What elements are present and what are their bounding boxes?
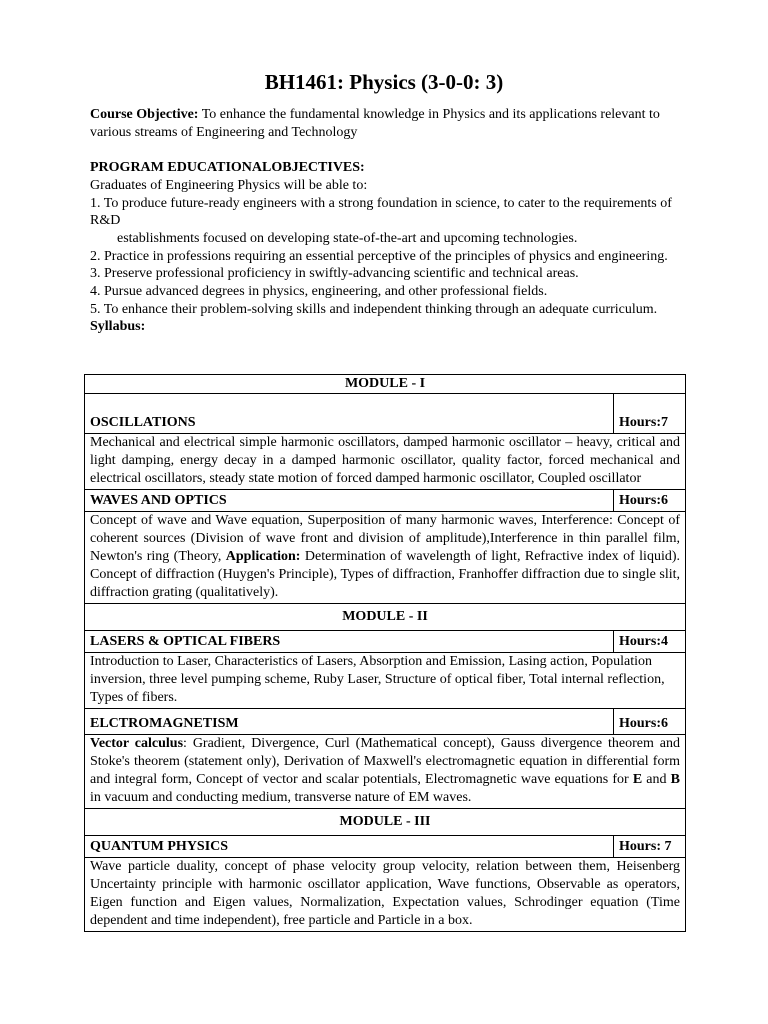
course-objective — [90, 106, 690, 141]
spacer — [90, 141, 690, 159]
peo-heading — [90, 159, 690, 177]
module-row — [85, 604, 686, 631]
peo-item-5: 5. To enhance their problem-solving skills and independent thinking through an adequate curriculum. — [90, 301, 658, 317]
topic-hours-waves: Hours:6 — [614, 490, 686, 512]
desc-bold-text: Vector calculus — [90, 736, 184, 751]
topic-description-row — [85, 735, 686, 809]
intro-section — [90, 106, 690, 336]
topic-title-lasers: LASERS & OPTICAL FIBERS — [85, 631, 614, 653]
topic-description-row — [85, 858, 686, 932]
syllabus-label-text: Syllabus: — [90, 319, 146, 335]
topic-desc-waves — [85, 512, 686, 604]
peo-item-3: 3. Preserve professional proficiency in swiftly-advancing scientific and technical areas. — [90, 266, 579, 282]
peo-item-1: 1. To produce future-ready engineers with a strong foundation in science, to cater to the requirements of R&D — [90, 195, 672, 229]
topic-desc-lasers: Introduction to Laser, Characteristics of Lasers, Absorption and Emission, Lasing action, Population inversion, three level pumping scheme, Ruby Laser, Structure of optical fiber, Total internal reflection, Types of fibers. — [85, 653, 686, 709]
desc-bold-text: E — [632, 772, 643, 787]
topic-title-waves: WAVES AND OPTICS — [85, 490, 614, 512]
desc-text: : Gradient, Divergence, Curl (Mathematical concept), Gauss divergence theorem and Stoke's theorem (statement only), Derivation of Maxwell's electromagnetic equation in differential form and integral form, Concept of vector and scalar potentials, Electromagnetic wave equations for — [90, 736, 680, 787]
syllabus-label — [90, 318, 690, 336]
topic-title-quantum: QUANTUM PHYSICS — [85, 836, 614, 858]
desc-text: Concept of wave and Wave equation, Superposition of many harmonic waves, Interference: Concept of coherent sources (Division of wave front and division of amplitude),Interference in thin parallel film, Newton's ring (Theory, — [90, 513, 680, 564]
peo-intro: Graduates of Engineering Physics will be able to: — [90, 177, 368, 193]
desc-text: in vacuum and conducting medium, transverse nature of EM waves. — [90, 790, 472, 805]
topic-hours-oscillations: Hours:7 — [614, 394, 686, 434]
module-heading-1: MODULE - I — [85, 375, 686, 394]
topic-description-row — [85, 653, 686, 709]
topic-desc-oscillations: Mechanical and electrical simple harmonic oscillators, damped harmonic oscillator – heavy, critical and light damping, energy decay in a damped harmonic oscillator, quality factor, forced mechanical and electrical oscillators, steady state motion of forced damped harmonic oscillator, Coupled oscillator — [85, 434, 686, 490]
topic-desc-em — [85, 735, 686, 809]
peo-item-2: 2. Practice in professions requiring an essential perceptive of the principles of physics and engineering. — [90, 248, 668, 264]
topic-row — [85, 709, 686, 735]
topic-description-row — [85, 512, 686, 604]
topic-row — [85, 490, 686, 512]
peo-heading-text: PROGRAM EDUCATIONALOBJECTIVES: — [90, 160, 365, 176]
module-heading-2: MODULE - II — [85, 604, 686, 631]
peo-item-4: 4. Pursue advanced degrees in physics, engineering, and other professional fields. — [90, 284, 548, 300]
topic-row — [85, 394, 686, 434]
module-row — [85, 809, 686, 836]
topic-title-em: ELCTROMAGNETISM — [85, 709, 614, 735]
peo-item-1-continued: establishments focused on developing state-of-the-art and upcoming technologies. — [117, 230, 578, 246]
course-objective-label: Course Objective: — [90, 107, 199, 122]
desc-bold-text: B — [670, 772, 680, 787]
topic-description-row — [85, 434, 686, 490]
module-heading-3: MODULE - III — [85, 809, 686, 836]
topic-row — [85, 836, 686, 858]
desc-bold-text: Application: — [225, 549, 301, 564]
topic-row — [85, 631, 686, 653]
topic-hours-em: Hours:6 — [614, 709, 686, 735]
topic-title-oscillations: OSCILLATIONS — [85, 394, 614, 434]
syllabus-table — [84, 374, 686, 932]
course-objective-text: To enhance the fundamental knowledge in Physics and its applications relevant to various streams of Engineering and Technology — [90, 107, 660, 140]
topic-hours-lasers: Hours:4 — [614, 631, 686, 653]
topic-hours-quantum: Hours: 7 — [614, 836, 686, 858]
topic-desc-quantum: Wave particle duality, concept of phase velocity group velocity, relation between them, Heisenberg Uncertainty principle with harmonic oscillator application, Wave functions, Observable as operators, Eigen function and Eigen values, Normalization, Expectation values, Schrodinger equation (Time dependent and time independent), free particle and Particle in a box. — [85, 858, 686, 932]
page-title: BH1461: Physics (3-0-0: 3) — [264, 70, 504, 94]
desc-text: Determination of wavelength of light, Refractive index of liquid). Concept of diffraction (Huygen's Principle), Types of diffraction, Franhoffer diffraction due to single slit, diffraction grating (qualitatively). — [90, 549, 680, 600]
module-row — [85, 375, 686, 394]
desc-text: and — [642, 772, 671, 787]
